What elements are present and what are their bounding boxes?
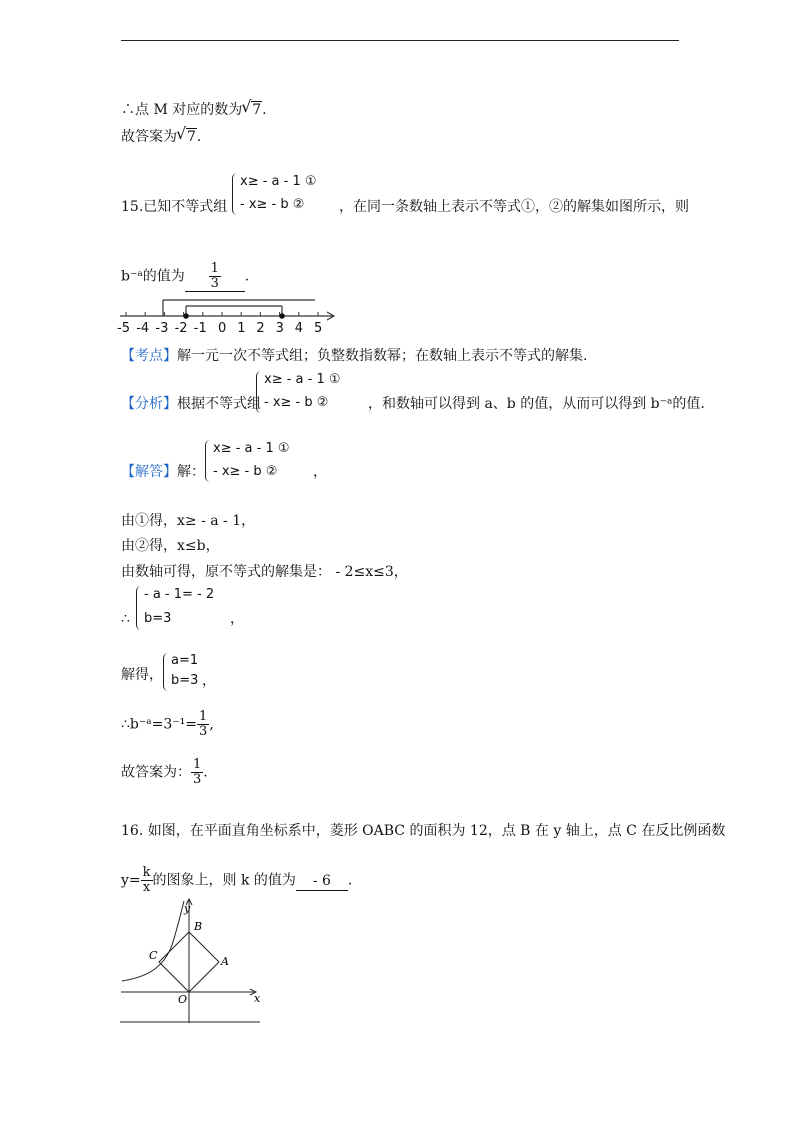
number-line-label: 1 <box>237 321 246 336</box>
p14-line2: 故答案为√ 7. <box>121 128 201 146</box>
step-5-prefix: 解得， <box>121 667 163 683</box>
step-4-suffix: ， <box>230 611 244 627</box>
jieda-line: 【解答】解： <box>121 464 205 480</box>
jieda-continued: ， <box>313 464 327 480</box>
number-line <box>115 296 345 338</box>
step-5-suffix: ， <box>202 673 216 689</box>
fenxi-line: 【分析】根据不等式组 <box>121 396 261 412</box>
step-4-prefix: ∴ <box>121 611 130 627</box>
number-line-label: -1 <box>193 321 207 336</box>
jieda-tag: 【解答】 <box>121 464 177 480</box>
graph-point-c: C <box>149 949 158 962</box>
fenxi-system-brace: x≥ - a - 1 ① - x≥ - b ② <box>256 371 376 415</box>
p14-line1: ∴点 M 对应的数为√ 7. <box>121 101 267 119</box>
number-line-label: -4 <box>136 321 150 336</box>
q15-stem: 15.已知不等式组 <box>121 199 228 215</box>
step-3: 由数轴可得，原不等式的解集是： - 2≤x≤3， <box>121 564 408 580</box>
step-5-system-brace: a=1 b=3 <box>163 653 233 693</box>
rhombus-graph <box>118 895 268 1027</box>
graph-y-label: y <box>184 902 191 915</box>
step-4-system-brace: - a - 1= - 2 b=3 <box>136 586 256 632</box>
fenxi-tag: 【分析】 <box>121 396 177 412</box>
kaodian-tag: 【考点】 <box>121 348 177 364</box>
graph-origin-label: O <box>178 993 188 1006</box>
q15-line2: b⁻ᵃ的值为 $\frac{1}{3}$ . <box>121 261 250 291</box>
sqrt-7: √ 7 <box>242 101 262 119</box>
q16-line1: 16. 如图，在平面直角坐标系中，菱形 OABC 的面积为 12，点 B 在 y 轴上，点 C 在反比例函数 <box>121 823 726 839</box>
step-6: ∴b⁻ᵃ=3⁻¹= $\frac{1}{3}$ , <box>121 709 214 739</box>
answer-fraction: $\frac{1}{3}$ <box>210 261 219 291</box>
number-line-label: -5 <box>117 321 130 336</box>
number-line-label: 5 <box>314 321 323 336</box>
graph-point-a: A <box>221 955 229 968</box>
number-line-label: 3 <box>275 321 284 336</box>
kaodian-line: 【考点】解一元一次不等式组；负整数指数幂；在数轴上表示不等式的解集. <box>121 348 588 364</box>
number-line-label: 4 <box>294 321 304 336</box>
q15-stem-continued: ，在同一条数轴上表示不等式①，②的解集如图所示，则 <box>339 199 689 215</box>
number-line-label: 2 <box>256 321 265 336</box>
graph-point-b: B <box>194 920 203 933</box>
k-over-x: $\frac{k}{x}$ <box>142 865 151 895</box>
header-rule <box>121 40 679 41</box>
number-line-label: -2 <box>174 321 188 336</box>
step-7: 故答案为： $\frac{1}{3}$ . <box>121 757 208 787</box>
number-line-label: -3 <box>155 321 169 336</box>
sqrt-7: √ 7 <box>177 128 197 146</box>
q15-system-brace: x≥ - a - 1 ① - x≥ - b ② <box>232 173 352 217</box>
step-1: 由①得，x≥ - a - 1， <box>121 513 256 529</box>
graph-x-label: x <box>254 992 261 1005</box>
fenxi-continued: ，和数轴可以得到 a、b 的值，从而可以得到 b⁻ᵃ的值. <box>368 396 705 412</box>
jieda-system-brace: x≥ - a - 1 ① - x≥ - b ② <box>205 440 325 484</box>
number-line-label: 0 <box>218 321 227 336</box>
q16-answer: - 6 <box>296 872 348 891</box>
step-2: 由②得，x≤b， <box>121 538 220 554</box>
q16-line2: y= $\frac{k}{x}$ 的图象上，则 k 的值为 - 6 . <box>121 865 353 895</box>
